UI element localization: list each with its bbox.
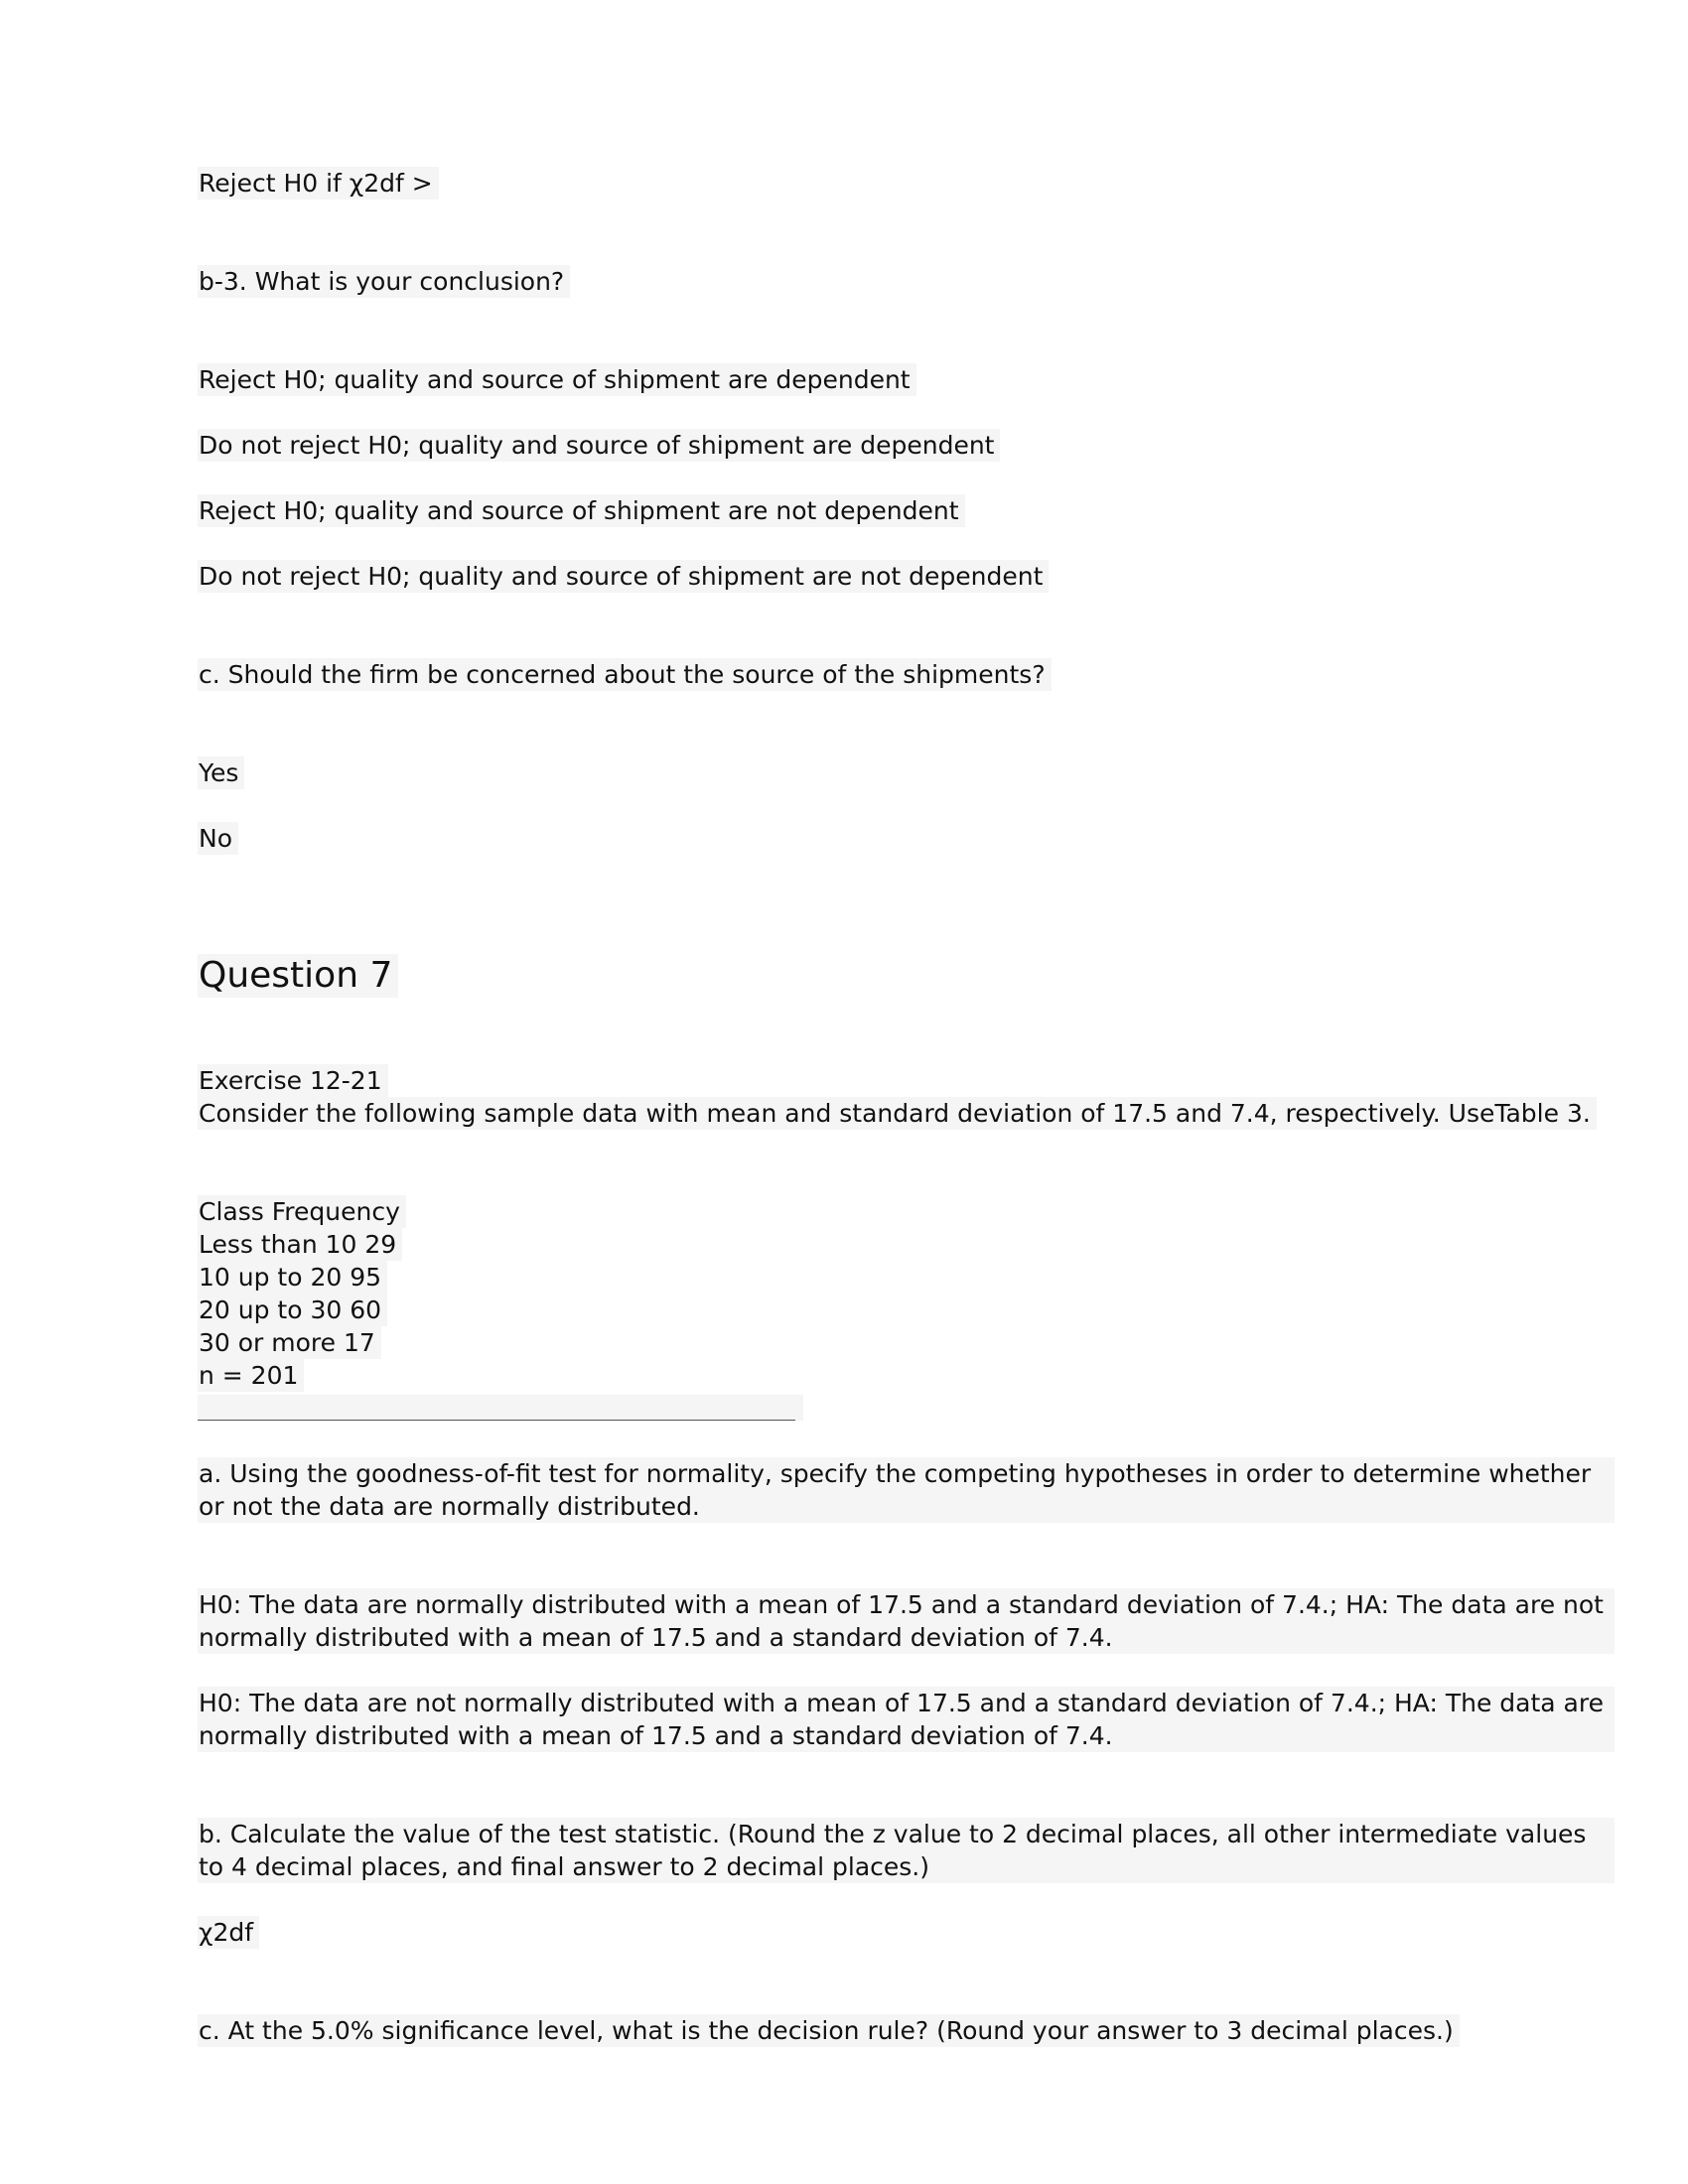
b3-option-2[interactable]: Do not reject H0; quality and source of shipment are dependent — [198, 429, 1000, 462]
a-option-2[interactable]: H0: The data are not normally distributed with a mean of 17.5 and a standard deviation of 7.4.; HA: The data are normally distributed with a mean of 17.5 and a standard deviation of 7.4. — [198, 1687, 1615, 1752]
b3-option-1[interactable]: Reject H0; quality and source of shipment are dependent — [198, 363, 916, 396]
a-option-1[interactable]: H0: The data are normally distributed with a mean of 17.5 and a standard deviation of 7.4.; HA: The data are not normally distributed with a mean of 17.5 and a standard deviation of 7.4. — [198, 1588, 1615, 1654]
c-prompt: c. Should the firm be concerned about the source of the shipments? — [198, 658, 1052, 691]
b3-option-3[interactable]: Reject H0; quality and source of shipment are not dependent — [198, 494, 965, 527]
divider-line — [198, 1420, 795, 1421]
table-header: Class Frequency — [198, 1195, 406, 1228]
table-row: 10 up to 20 95 — [198, 1261, 387, 1294]
c-option-no[interactable]: No — [198, 822, 238, 855]
table-row: Less than 10 29 — [198, 1228, 402, 1261]
b3-option-4[interactable]: Do not reject H0; quality and source of shipment are not dependent — [198, 560, 1049, 593]
test-statistic-label: χ2df — [198, 1916, 259, 1949]
b-prompt: b. Calculate the value of the test statistic. (Round the z value to 2 decimal places, all other intermediate values to 4 decimal places, and final answer to 2 decimal places.) — [198, 1818, 1615, 1883]
a-prompt: a. Using the goodness-of-fit test for normality, specify the competing hypotheses in order to determine whether or not the data are normally distributed. — [198, 1457, 1615, 1523]
c-decision-prompt: c. At the 5.0% significance level, what is the decision rule? (Round your answer to 3 decimal places.) — [198, 2014, 1460, 2047]
decision-rule-label: Reject H0 if χ2df > — [198, 167, 439, 200]
table-total: n = 201 — [198, 1359, 304, 1392]
c-option-yes[interactable]: Yes — [198, 756, 244, 789]
table-row: 30 or more 17 — [198, 1326, 381, 1359]
table-row: 20 up to 30 60 — [198, 1294, 387, 1326]
exercise-label: Exercise 12-21 — [198, 1064, 388, 1097]
b3-prompt: b-3. What is your conclusion? — [198, 265, 570, 298]
question-intro: Consider the following sample data with mean and standard deviation of 17.5 and 7.4, respectively. UseTable 3. — [198, 1097, 1597, 1130]
question-title: Question 7 — [198, 954, 398, 998]
divider — [198, 1395, 803, 1421]
